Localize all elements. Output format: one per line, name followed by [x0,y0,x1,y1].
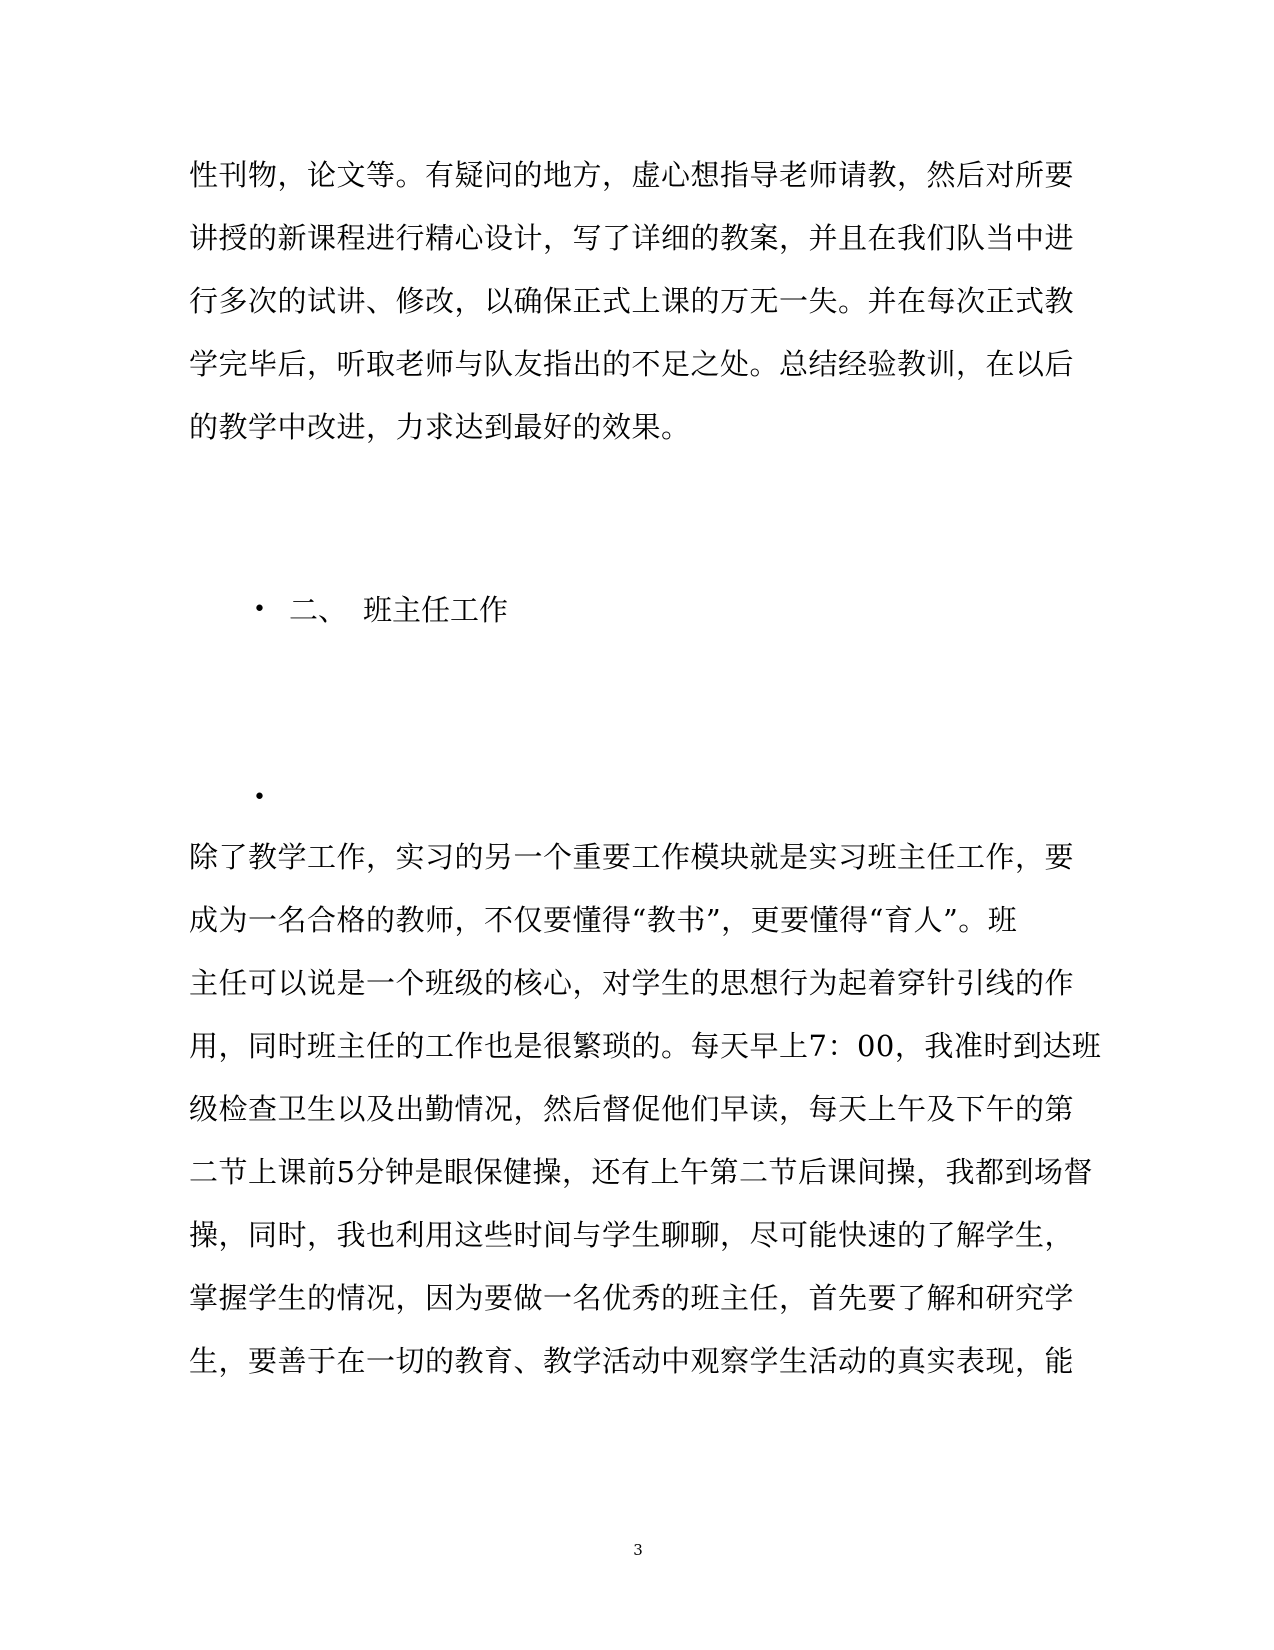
paragraph-line: 讲授的新课程进行精心设计，写了详细的教案，并且在我们队当中进 [189,221,1075,255]
bullet-icon: • [253,597,266,622]
paragraph-line: 主任可以说是一个班级的核心，对学生的思想行为起着穿针引线的作 [189,966,1075,1000]
paragraph-line: 掌握学生的情况，因为要做一名优秀的班主任，首先要了解和研究学 [189,1281,1075,1315]
paragraph-line: 学完毕后，听取老师与队友指出的不足之处。总结经验教训，在以后 [189,347,1075,381]
section-number: 二、 [289,593,348,627]
section-title: 班主任工作 [363,593,509,627]
paragraph-line: 二节上课前5分钟是眼保健操，还有上午第二节后课间操，我都到场督 [189,1155,1093,1189]
paragraph-line: 成为一名合格的教师，不仅要懂得“教书”，更要懂得“育人”。班 [189,903,1018,937]
paragraph-line: 的教学中改进，力求达到最好的效果。 [189,410,691,444]
paragraph-line: 操，同时，我也利用这些时间与学生聊聊，尽可能快速的了解学生， [189,1218,1075,1252]
paragraph-line: 性刊物，论文等。有疑问的地方，虚心想指导老师请教，然后对所要 [189,158,1075,192]
paragraph-line: 行多次的试讲、修改，以确保正式上课的万无一失。并在每次正式教 [189,284,1075,318]
paragraph-line: 级检查卫生以及出勤情况，然后督促他们早读，每天上午及下午的第 [189,1092,1075,1126]
bullet-icon: • [253,785,266,810]
page-number: 3 [633,1541,643,1559]
paragraph-line: 用，同时班主任的工作也是很繁琐的。每天早上7：00，我准时到达班 [189,1029,1102,1063]
paragraph-line: 生，要善于在一切的教育、教学活动中观察学生活动的真实表现，能 [189,1344,1075,1378]
paragraph-line: 除了教学工作，实习的另一个重要工作模块就是实习班主任工作，要 [189,840,1075,874]
